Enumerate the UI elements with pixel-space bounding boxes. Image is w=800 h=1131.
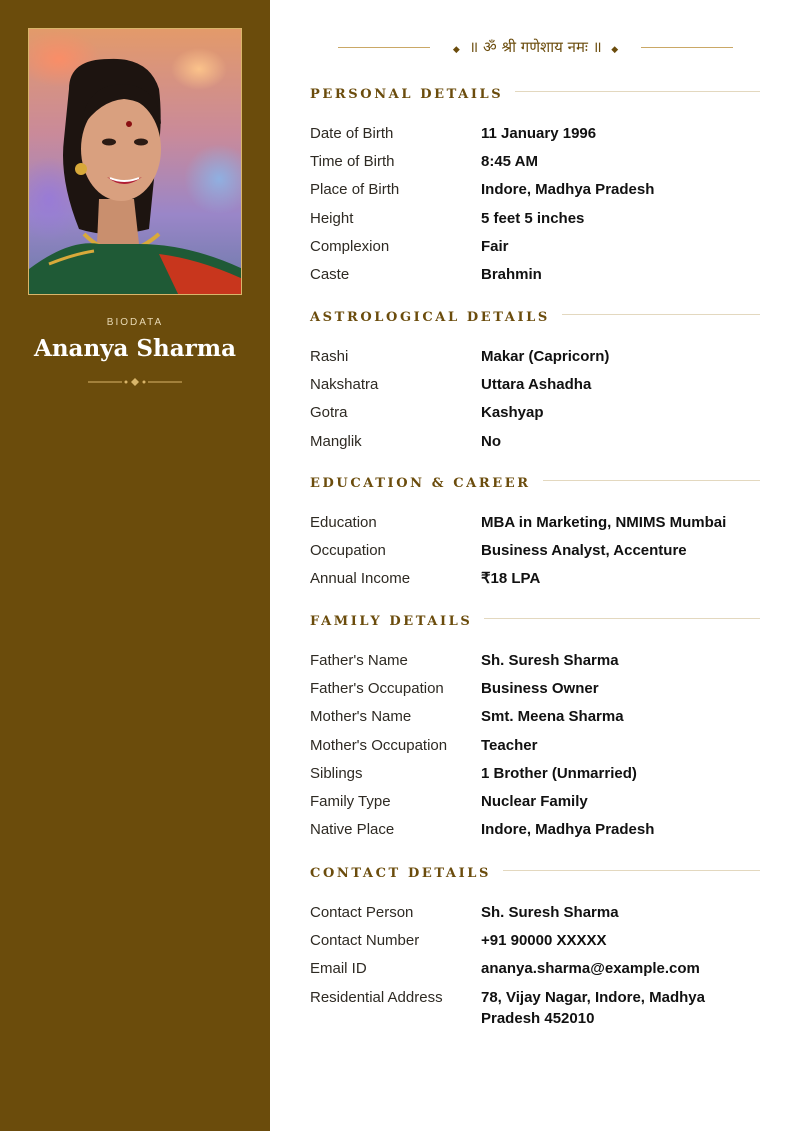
detail-label: Father's Name bbox=[310, 652, 408, 669]
detail-row bbox=[310, 763, 760, 784]
detail-label: Time of Birth bbox=[310, 153, 395, 171]
detail-value: Indore, Madhya Pradesh bbox=[481, 821, 655, 839]
detail-row bbox=[310, 179, 760, 200]
detail-value: Sh. Suresh Sharma bbox=[481, 652, 619, 669]
detail-value: +91 90000 XXXXX bbox=[481, 932, 607, 950]
detail-row bbox=[310, 987, 760, 1029]
detail-value: 11 January 1996 bbox=[481, 125, 597, 142]
detail-label: Family Type bbox=[310, 792, 391, 810]
detail-value: 5 feet 5 inches bbox=[481, 209, 585, 227]
section-title: CONTACT DETAILS bbox=[310, 866, 503, 881]
detail-label: Email ID bbox=[310, 960, 367, 978]
detail-value: MBA in Marketing, NMIMS Mumbai bbox=[481, 514, 727, 531]
detail-label: Caste bbox=[310, 265, 350, 283]
detail-value: Sh. Suresh Sharma bbox=[481, 904, 619, 921]
sidebar bbox=[0, 0, 270, 1131]
detail-value: Brahmin bbox=[481, 265, 542, 283]
detail-row bbox=[310, 540, 760, 561]
detail-row bbox=[310, 402, 760, 423]
detail-row bbox=[310, 678, 760, 699]
portrait-illustration bbox=[29, 29, 242, 295]
detail-label: Contact Number bbox=[310, 932, 420, 950]
detail-row bbox=[310, 346, 760, 367]
detail-row bbox=[310, 374, 760, 395]
detail-label: Date of Birth bbox=[310, 125, 394, 142]
detail-value: Business Owner bbox=[481, 680, 599, 698]
section-contact-details bbox=[310, 862, 760, 1036]
section-title: PERSONAL DETAILS bbox=[310, 87, 515, 102]
detail-label: Rashi bbox=[310, 348, 349, 365]
detail-label: Place of Birth bbox=[310, 181, 400, 199]
detail-value: Smt. Meena Sharma bbox=[481, 708, 624, 726]
detail-label: Gotra bbox=[310, 404, 348, 422]
detail-label: Siblings bbox=[310, 764, 363, 782]
detail-row bbox=[310, 264, 760, 285]
profile-photo bbox=[28, 28, 242, 295]
detail-value: Uttara Ashadha bbox=[481, 376, 592, 394]
detail-row bbox=[310, 902, 760, 923]
detail-label: Mother's Occupation bbox=[310, 736, 448, 754]
detail-value: ananya.sharma@example.com bbox=[481, 960, 700, 978]
detail-value: Nuclear Family bbox=[481, 792, 588, 810]
section-title: FAMILY DETAILS bbox=[310, 614, 484, 629]
detail-value: Makar (Capricorn) bbox=[481, 348, 610, 365]
detail-value: Teacher bbox=[481, 736, 538, 754]
section-family-details bbox=[310, 610, 760, 847]
name-divider-ornament bbox=[88, 376, 182, 388]
detail-row bbox=[310, 819, 760, 840]
detail-label: Manglik bbox=[310, 432, 362, 450]
detail-label: Contact Person bbox=[310, 904, 414, 921]
detail-value: 1 Brother (Unmarried) bbox=[481, 764, 637, 782]
invocation-label: ॥ ॐ श्री गणेशाय नमः ॥ bbox=[469, 38, 602, 56]
detail-value: Indore, Madhya Pradesh bbox=[481, 181, 655, 199]
detail-row bbox=[310, 735, 760, 756]
detail-value: 78, Vijay Nagar, Indore, Madhya Pradesh 452010 bbox=[481, 988, 705, 1027]
detail-row bbox=[310, 650, 760, 671]
invocation-header bbox=[338, 36, 733, 60]
detail-value: Kashyap bbox=[481, 404, 544, 422]
detail-label: Father's Occupation bbox=[310, 680, 444, 698]
invocation-text bbox=[338, 37, 733, 57]
detail-label: Education bbox=[310, 514, 377, 531]
section-personal-details bbox=[310, 83, 760, 292]
detail-row bbox=[310, 930, 760, 951]
detail-row bbox=[310, 236, 760, 257]
detail-row bbox=[310, 958, 760, 979]
detail-row bbox=[310, 791, 760, 812]
detail-value: ₹18 LPA bbox=[481, 570, 541, 588]
section-education-career bbox=[310, 472, 760, 597]
detail-label: Native Place bbox=[310, 821, 395, 839]
detail-row bbox=[310, 431, 760, 452]
detail-row bbox=[310, 512, 760, 533]
diamond-icon: ◆ bbox=[611, 45, 619, 55]
detail-row bbox=[310, 151, 760, 172]
detail-label: Occupation bbox=[310, 542, 386, 560]
section-astrological-details bbox=[310, 306, 760, 459]
detail-row bbox=[310, 123, 760, 144]
detail-label: Annual Income bbox=[310, 570, 411, 588]
detail-row bbox=[310, 706, 760, 727]
section-title: ASTROLOGICAL DETAILS bbox=[310, 310, 562, 325]
detail-label: Height bbox=[310, 209, 354, 227]
detail-row bbox=[310, 208, 760, 229]
section-title: EDUCATION & CAREER bbox=[310, 476, 543, 491]
detail-value: Fair bbox=[481, 237, 509, 255]
biodata-label: BIODATA bbox=[106, 317, 164, 328]
detail-label: Nakshatra bbox=[310, 376, 379, 394]
diamond-icon: ◆ bbox=[452, 45, 460, 55]
detail-row bbox=[310, 568, 760, 589]
detail-label: Mother's Name bbox=[310, 708, 412, 726]
profile-name: Ananya Sharma bbox=[33, 335, 237, 362]
detail-label: Residential Address bbox=[310, 988, 443, 1006]
detail-value: Business Analyst, Accenture bbox=[481, 542, 687, 560]
detail-value: 8:45 AM bbox=[481, 153, 538, 171]
detail-value: No bbox=[481, 432, 501, 450]
detail-label: Complexion bbox=[310, 237, 390, 255]
